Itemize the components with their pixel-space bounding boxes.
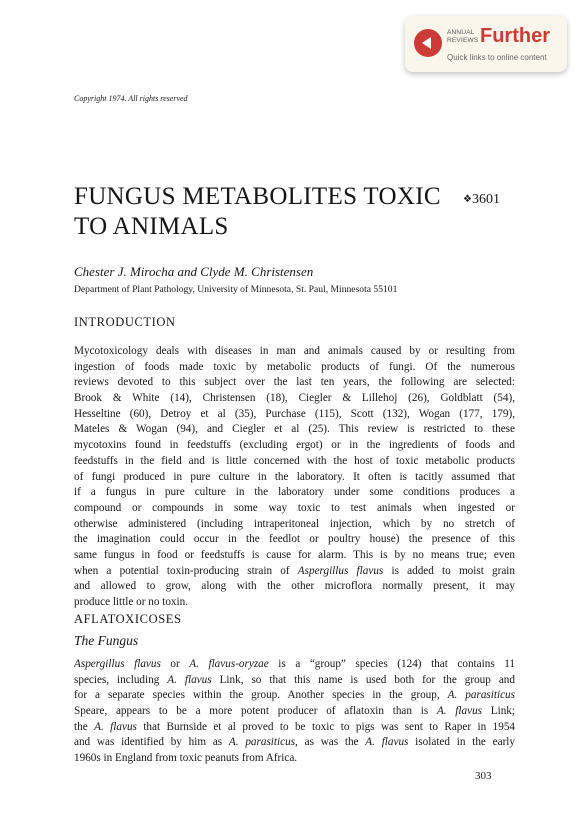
text-line: otherwise administered (including intraperitoneal injection, which by no stretch of [74,517,515,530]
text-line: same fungus in food or feedstuffs is cause for alarm. This is by no means true; even [74,548,515,561]
authors: Chester J. Mirocha and Clyde M. Christensen [74,264,314,279]
text-line: Aspergillus flavus or A. flavus-oryzae is a “group” species (124) that contains 11 [74,658,515,670]
diamond-icon: ❖ [463,194,472,205]
text-line: Brook & White (14), Christensen (18), Ciegler & Lillehoj (26), Goldblatt (54), [74,392,515,405]
text-line: Mateles & Wogan (94), and Ciegler et al (25). This review is restricted to these [74,423,515,436]
text-line: species, including A. flavus Link, so that this name is used both for the group and [74,673,515,686]
text-line: reviews devoted to this subject over the last ten years, the following are selected: [74,376,515,389]
text-line: and was identified by him as A. parasiticus, as was the A. flavus isolated in the early [74,736,515,749]
subsection-heading-fungus: The Fungus [74,633,139,648]
annual-reviews-further-badge[interactable] [405,16,567,72]
annual-reviews-logo-text: ANNUAL REVIEWS [447,29,479,44]
text-line: of fungi produced in pure culture in the laboratory. It often is tacitly assumed that [74,470,515,483]
text-line: if a fungus in pure culture in the laboratory under some conditions produces a [74,486,515,499]
text-line: when a potential toxin-producing strain of Aspergillus flavus is added to moist grain [74,564,515,577]
article-title: FUNGUS METABOLITES TOXIC TO ANIMALS [74,183,441,240]
page-number: 303 [475,770,492,782]
text-line: and allowed to grow, along with the other microflora normally present, it may [74,580,515,593]
text-line: for a separate species within the group. Another species in the group, A. parasiticus [74,689,515,702]
text-line: Speare, appears to be a more potent producer of aflatoxin than is A. flavus Link; [74,705,515,718]
affiliation: Department of Plant Pathology, University of Minnesota, St. Paul, Minnesota 55101 [74,284,398,295]
copyright-notice: Copyright 1974. All rights reserved [74,94,188,103]
text-line: 1960s in England from toxic peanuts from Africa. [74,752,298,765]
text-line: compound or compounds in some way toxic to test animals when ingested or [74,501,515,514]
section-heading-aflatoxicoses: AFLATOXICOSES [74,612,182,626]
further-arrow-icon[interactable] [414,29,442,57]
further-subtitle[interactable]: Quick links to online content [447,53,547,62]
introduction-paragraph [74,344,515,611]
section-heading-introduction: INTRODUCTION [74,315,176,329]
text-line: feedstuffs in the field and is little concerned with the host of toxic metabolic products [74,454,515,467]
text-line: produce little or no toxin. [74,596,189,608]
text-line: Mycotoxicology deals with diseases in man and animals caused by or resulting from [74,345,515,357]
text-line: ingestion of foods made toxic by metabolic products of fungi. Of the numerous [74,360,515,373]
text-line: Hesseltine (60), Detroy et al (35), Purchase (115), Scott (132), Wogan (177, 179), [74,407,515,420]
article-code: ❖3601 [463,192,500,207]
text-line: the A. flavus that Burnside et al proved to be toxic to pigs was sent to Raper in 1954 [74,720,515,733]
fungus-paragraph [74,657,515,767]
text-line: mycotoxins found in feedstuffs (excluding ergot) or in the ingredients of foods and [74,439,515,452]
further-label: Further [480,25,550,47]
text-line: the imagination could occur in the feedlot or poultry house) the presence of this [74,533,515,546]
